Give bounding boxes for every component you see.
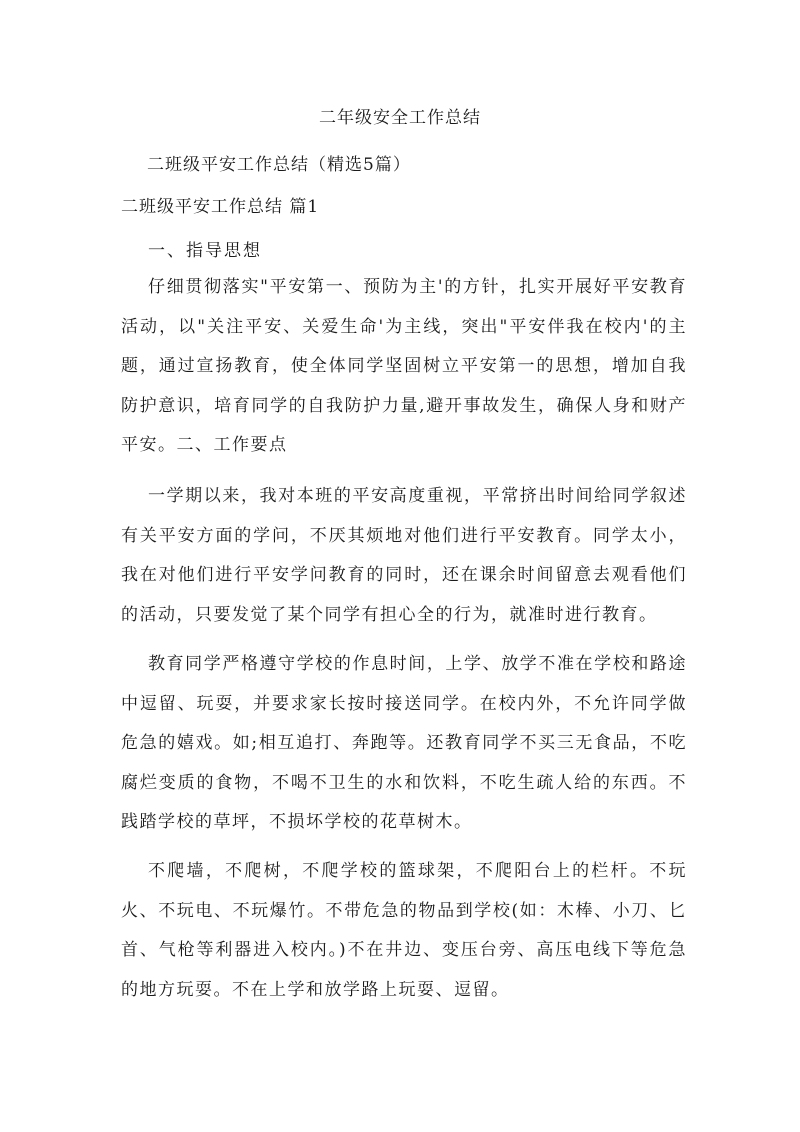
- section-title: 二班级平安工作总结 篇1: [121, 197, 320, 217]
- paragraph: 仔细贯彻落实"平安第一、预防为主'的方针，扎实开展好平安教育活动，以"关注平安、关爱生命'为主线，突出"平安伴我在校内'的主题，通过宣扬教育，使全体同学坚固树立平安第一的思想，增加自我防护意识，培育同学的自我防护力量,避开事故发生，确保人身和财产平安。二、工作要点: [121, 277, 687, 455]
- document-title: 二年级安全工作总结: [319, 108, 481, 128]
- section-heading: 一、指导思想: [148, 241, 262, 261]
- document-subtitle: 二班级平安工作总结（精选5篇）: [147, 155, 411, 175]
- paragraph: 不爬墙，不爬树，不爬学校的篮球架，不爬阳台上的栏杆。不玩火、不玩电、不玩爆竹。不带危急的物品到学校(如：木棒、小刀、匕首、气枪等利器进入校内。)不在井边、变压台旁、高压电线下等危急的地方玩耍。不在上学和放学路上玩耍、逗留。: [121, 861, 687, 1000]
- paragraph: 教育同学严格遵守学校的作息时间，上学、放学不准在学校和路途中逗留、玩耍，并要求家长按时接送同学。在校内外，不允许同学做危急的嬉戏。如;相互追打、奔跑等。还教育同学不买三无食品，不吃腐烂变质的食物，不喝不卫生的水和饮料，不吃生疏人给的东西。不践踏学校的草坪，不损坏学校的花草树木。: [121, 654, 687, 832]
- paragraph: 一学期以来，我对本班的平安高度重视，平常挤出时间给同学叙述有关平安方面的学问，不厌其烦地对他们进行平安教育。同学太小，我在对他们进行平安学问教育的同时，还在课余时间留意去观看他们的活动，只要发觉了某个同学有担心全的行为，就准时进行教育。: [121, 486, 687, 625]
